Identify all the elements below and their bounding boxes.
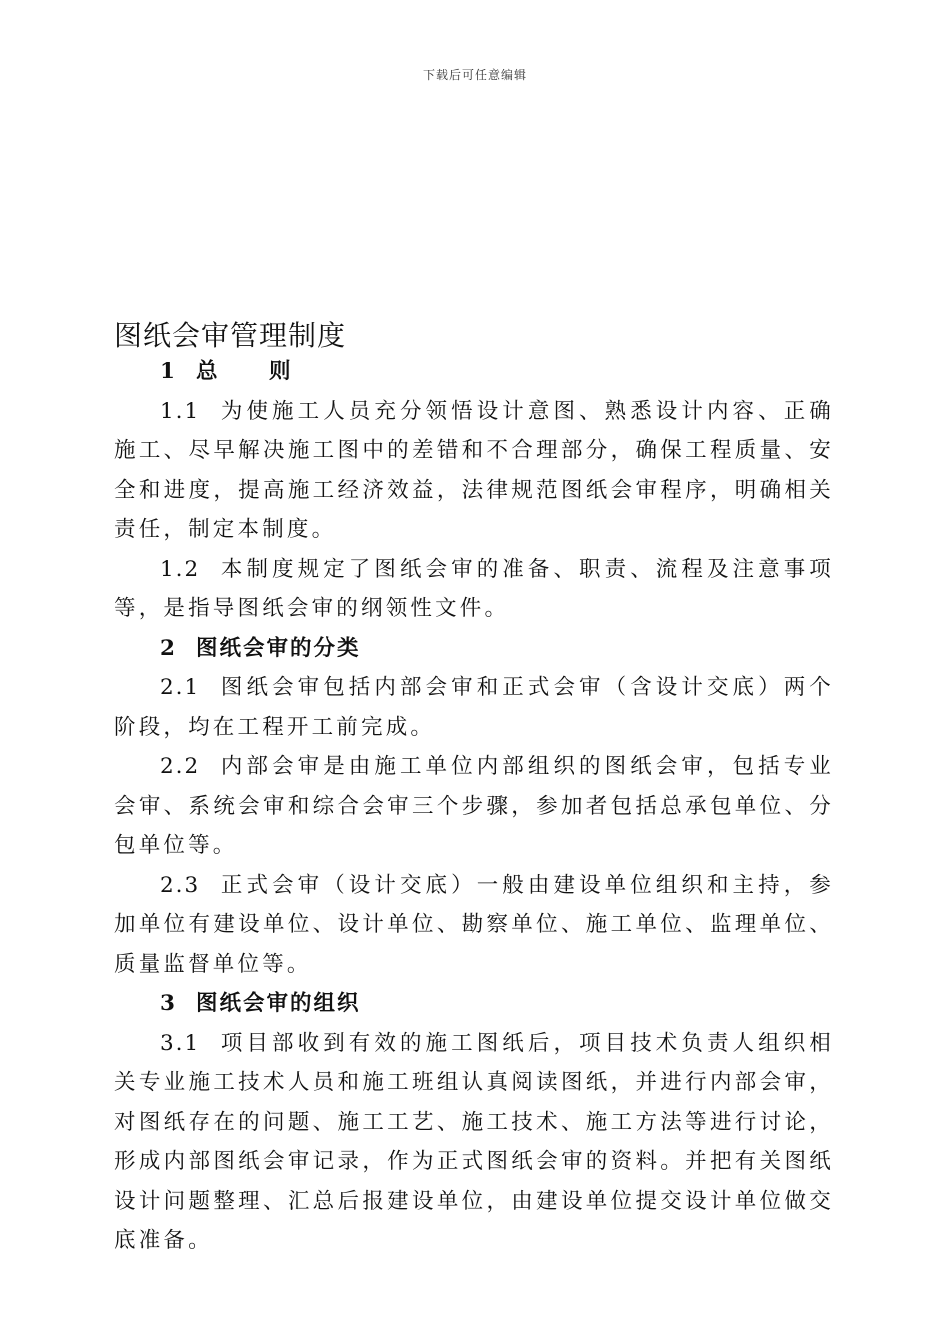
paragraph-text: 为使施工人员充分领悟设计意图、熟悉设计内容、正确施工、尽早解决施工图中的差错和不合理部分，确保工程质量、安全和进度，提高施工经济效益，法律规范图纸会审程序，明确相关责任，制定本制度。 <box>114 398 834 542</box>
paragraph-number: 2.3 <box>160 872 201 898</box>
paragraph-number: 2.1 <box>160 675 201 700</box>
paragraph <box>114 392 834 550</box>
paragraph-text: 内部会审是由施工单位内部组织的图纸会审，包括专业会审、系统会审和综合会审三个步骤，参加者包括总承包单位、分包单位等。 <box>114 754 834 858</box>
paragraph-text: 本制度规定了图纸会审的准备、职责、流程及注意事项等，是指导图纸会审的纲领性文件。 <box>114 556 834 621</box>
document-body <box>114 352 834 1261</box>
section-title: 图纸会审的组织 <box>196 991 361 1016</box>
section-number: 3 <box>160 991 177 1016</box>
section-number: 1 <box>160 359 177 384</box>
paragraph-text: 图纸会审包括内部会审和正式会审（含设计交底）两个阶段，均在工程开工前完成。 <box>114 675 834 740</box>
section-heading <box>114 629 834 669</box>
header-note: 下载后可任意编辑 <box>422 68 527 82</box>
paragraph <box>114 550 834 629</box>
paragraph-number: 1.2 <box>160 556 201 582</box>
paragraph <box>114 1024 834 1261</box>
paragraph <box>114 668 834 747</box>
section-title: 图纸会审的分类 <box>196 635 361 661</box>
paragraph-number: 1.1 <box>160 398 201 424</box>
paragraph-number: 2.2 <box>160 754 201 779</box>
section-heading <box>114 352 834 392</box>
paragraph-number: 3.1 <box>160 1030 201 1056</box>
section-number: 2 <box>160 635 177 661</box>
paragraph-text: 项目部收到有效的施工图纸后，项目技术负责人组织相关专业施工技术人员和施工班组认真阅读图纸，并进行内部会审，对图纸存在的问题、施工工艺、施工技术、施工方法等进行讨论，形成内部图纸会审记录，作为正式图纸会审的资料。并把有关图纸设计问题整理、汇总后报建设单位，由建设单位提交设计单位做交底准备。 <box>114 1030 834 1253</box>
section-title: 总 则 <box>196 359 313 384</box>
paragraph <box>114 866 834 985</box>
document-title: 图纸会审管理制度 <box>114 319 347 352</box>
section-heading <box>114 984 834 1024</box>
paragraph-text: 正式会审（设计交底）一般由建设单位组织和主持，参加单位有建设单位、设计单位、勘察单位、施工单位、监理单位、质量监督单位等。 <box>114 872 834 977</box>
paragraph <box>114 747 834 866</box>
